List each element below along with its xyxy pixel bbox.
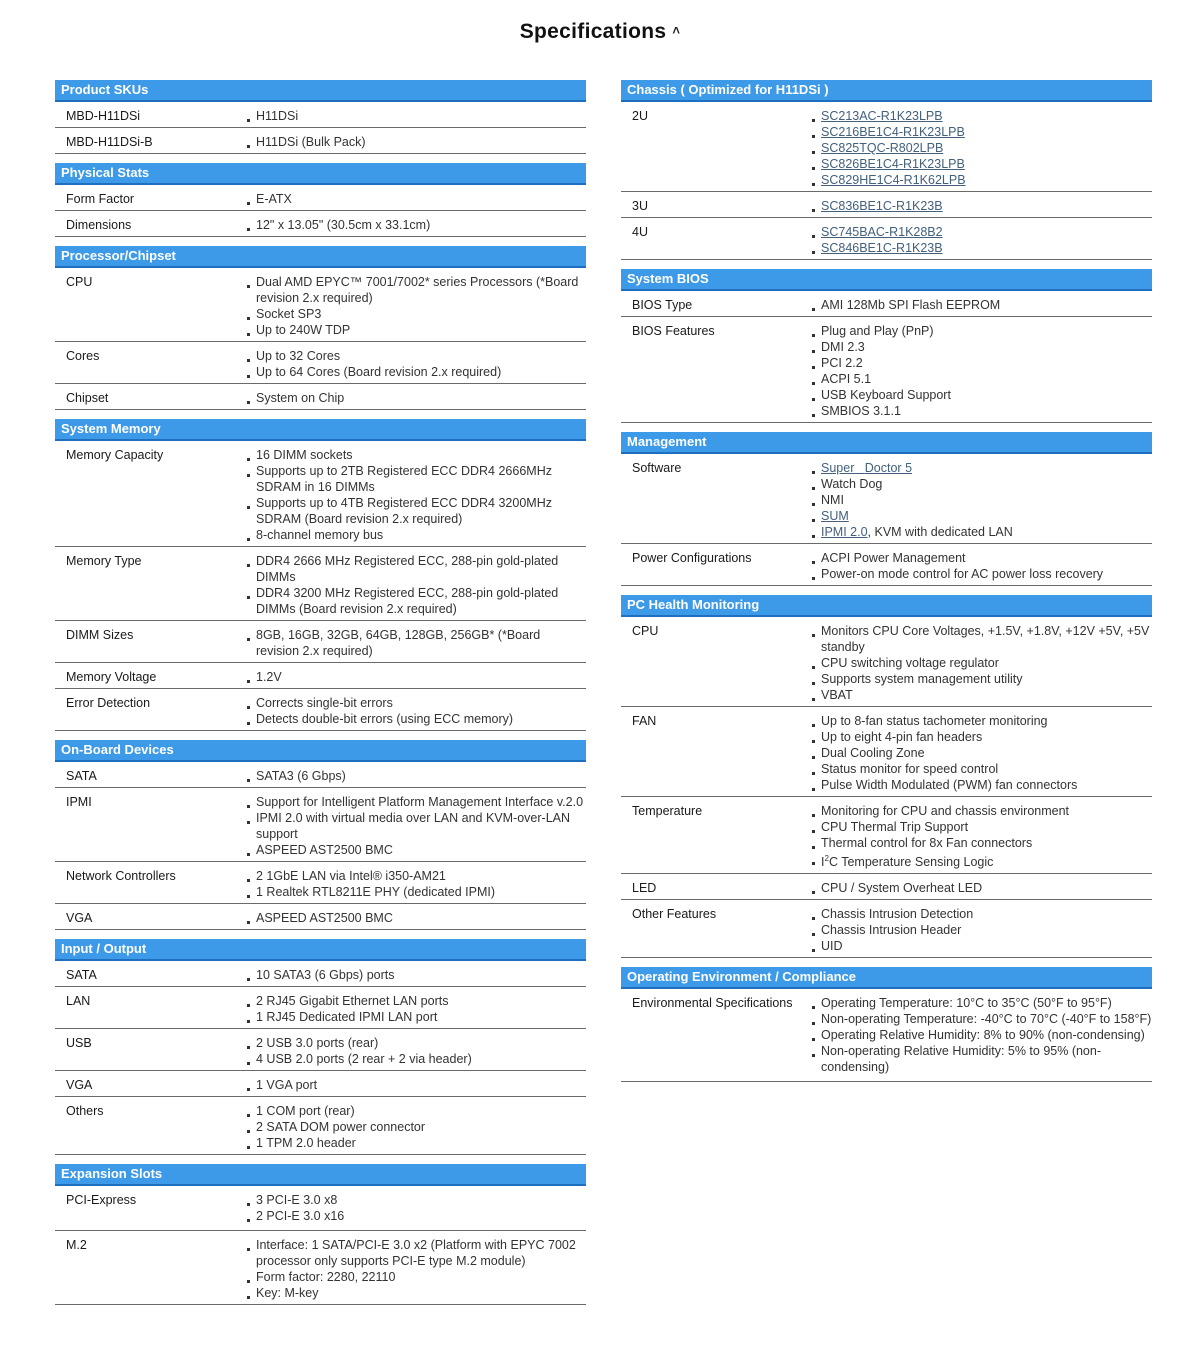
spec-label: Form Factor bbox=[66, 192, 135, 206]
list-item: Form factor: 2280, 22110 bbox=[248, 1269, 586, 1285]
spec-values bbox=[802, 460, 1152, 540]
list-item: H11DSi (Bulk Pack) bbox=[248, 134, 586, 150]
right-spec-column bbox=[621, 80, 1152, 1082]
list-item: UID bbox=[813, 938, 1152, 954]
chassis-link[interactable]: SC216BE1C4-R1K23LPB bbox=[821, 125, 965, 139]
spec-label: Memory Voltage bbox=[66, 670, 157, 684]
list-item: 12" x 13.05" (30.5cm x 33.1cm) bbox=[248, 217, 586, 233]
spec-label: Error Detection bbox=[66, 696, 151, 710]
list-item: Plug and Play (PnP) bbox=[813, 323, 1152, 339]
spec-row-vga bbox=[55, 1071, 586, 1097]
list-item: CPU switching voltage regulator bbox=[813, 655, 1152, 671]
list-item: USB Keyboard Support bbox=[813, 387, 1152, 403]
spec-row-memory-type bbox=[55, 547, 586, 621]
list-item: 1 VGA port bbox=[248, 1077, 586, 1093]
chassis-link[interactable]: SC745BAC-R1K28B2 bbox=[821, 225, 943, 239]
spec-values bbox=[802, 323, 1152, 419]
list-item bbox=[813, 124, 1152, 140]
spec-label: USB bbox=[66, 1036, 92, 1050]
i2c-superscript: 2 bbox=[824, 854, 829, 863]
list-item: Power-on mode control for AC power loss recovery bbox=[813, 566, 1152, 582]
spec-row-cpu bbox=[621, 617, 1152, 707]
spec-label: SATA bbox=[66, 769, 97, 783]
list-item: Support for Intelligent Platform Management Interface v.2.0 bbox=[248, 794, 586, 810]
section-header-pc-health: PC Health Monitoring bbox=[621, 595, 1152, 617]
section-header-input-output: Input / Output bbox=[55, 939, 586, 961]
spec-values bbox=[236, 910, 586, 926]
spec-row-network-controllers bbox=[55, 862, 586, 904]
spec-label: DIMM Sizes bbox=[66, 628, 134, 642]
spec-row-lan bbox=[55, 987, 586, 1029]
spec-values bbox=[802, 995, 1152, 1075]
list-item: Up to 64 Cores (Board revision 2.x required) bbox=[248, 364, 586, 380]
list-item: Monitoring for CPU and chassis environment bbox=[813, 803, 1152, 819]
spec-label: MBD-H11DSi bbox=[66, 109, 141, 123]
spec-values bbox=[236, 348, 586, 380]
list-item bbox=[813, 460, 1152, 476]
page-title-text: Specifications bbox=[519, 20, 667, 43]
list-item: IPMI 2.0 with virtual media over LAN and KVM-over-LAN support bbox=[248, 810, 586, 842]
list-item bbox=[813, 224, 1152, 240]
section-header-expansion-slots: Expansion Slots bbox=[55, 1164, 586, 1186]
list-item: Key: M-key bbox=[248, 1285, 586, 1301]
spec-values bbox=[236, 768, 586, 784]
list-item: Up to 8-fan status tachometer monitoring bbox=[813, 713, 1152, 729]
spec-values bbox=[236, 274, 586, 338]
ipmi-link[interactable]: IPMI 2.0 bbox=[821, 525, 868, 539]
list-item: Monitors CPU Core Voltages, +1.5V, +1.8V, +12V +5V, +5V standby bbox=[813, 623, 1152, 655]
list-item: AMI 128Mb SPI Flash EEPROM bbox=[813, 297, 1152, 313]
spec-row-sata bbox=[55, 762, 586, 788]
spec-row-m-2 bbox=[55, 1231, 586, 1305]
spec-values bbox=[236, 695, 586, 727]
section-header-chassis: Chassis ( Optimized for H11DSi ) bbox=[621, 80, 1152, 102]
list-item: E-ATX bbox=[248, 191, 586, 207]
list-item: 2 RJ45 Gigabit Ethernet LAN ports bbox=[248, 993, 586, 1009]
spec-label: M.2 bbox=[66, 1238, 87, 1252]
spec-values bbox=[236, 134, 586, 150]
list-item: SMBIOS 3.1.1 bbox=[813, 403, 1152, 419]
list-item: 8-channel memory bus bbox=[248, 527, 586, 543]
list-item: 4 USB 2.0 ports (2 rear + 2 via header) bbox=[248, 1051, 586, 1067]
spec-label: PCI-Express bbox=[66, 1193, 137, 1207]
spec-row-dimensions bbox=[55, 211, 586, 237]
sum-link[interactable]: SUM bbox=[821, 509, 849, 523]
spec-values bbox=[236, 1237, 586, 1301]
list-item: 2 PCI-E 3.0 x16 bbox=[248, 1208, 586, 1224]
list-item: ASPEED AST2500 BMC bbox=[248, 842, 586, 858]
list-item: Detects double-bit errors (using ECC memory) bbox=[248, 711, 586, 727]
list-item: Non-operating Relative Humidity: 5% to 95% (non-condensing) bbox=[813, 1043, 1152, 1075]
spec-label: Cores bbox=[66, 349, 100, 363]
spec-label: Software bbox=[632, 461, 682, 475]
spec-values bbox=[236, 1103, 586, 1151]
list-item: System on Chip bbox=[248, 390, 586, 406]
spec-values bbox=[802, 803, 1152, 870]
list-item: Pulse Width Modulated (PWM) fan connectors bbox=[813, 777, 1152, 793]
list-item: 3 PCI-E 3.0 x8 bbox=[248, 1192, 586, 1208]
spec-values bbox=[236, 447, 586, 543]
list-item: 10 SATA3 (6 Gbps) ports bbox=[248, 967, 586, 983]
spec-values bbox=[236, 794, 586, 858]
super-doctor-link[interactable] bbox=[821, 461, 912, 475]
list-item: SATA3 (6 Gbps) bbox=[248, 768, 586, 784]
spec-label: LED bbox=[632, 881, 657, 896]
spec-label: Chipset bbox=[66, 391, 109, 405]
list-item: Chassis Intrusion Detection bbox=[813, 906, 1152, 922]
chassis-link[interactable]: SC213AC-R1K23LPB bbox=[821, 109, 943, 123]
spec-row-software bbox=[621, 454, 1152, 544]
spec-label: VGA bbox=[66, 1078, 93, 1092]
spec-row-usb bbox=[55, 1029, 586, 1071]
spec-row-other-features bbox=[621, 900, 1152, 958]
list-item: DMI 2.3 bbox=[813, 339, 1152, 355]
list-item: 2 USB 3.0 ports (rear) bbox=[248, 1035, 586, 1051]
spec-row-4u bbox=[621, 218, 1152, 260]
list-item: Operating Temperature: 10°C to 35°C (50°F to 95°F) bbox=[813, 995, 1152, 1011]
spec-values bbox=[236, 669, 586, 685]
spec-values bbox=[236, 1077, 586, 1093]
spec-row-ipmi bbox=[55, 788, 586, 862]
list-item: DDR4 3200 MHz Registered ECC, 288-pin gold-plated DIMMs (Board revision 2.x required) bbox=[248, 585, 586, 617]
list-item: Chassis Intrusion Header bbox=[813, 922, 1152, 938]
spec-row-cores bbox=[55, 342, 586, 384]
list-item: 1 COM port (rear) bbox=[248, 1103, 586, 1119]
chassis-link[interactable]: SC829HE1C4-R1K62LPB bbox=[821, 173, 966, 187]
list-item: Socket SP3 bbox=[248, 306, 586, 322]
spec-label: CPU bbox=[632, 624, 659, 638]
spec-values bbox=[236, 390, 586, 406]
spec-label: 3U bbox=[632, 199, 648, 213]
list-item: Up to 32 Cores bbox=[248, 348, 586, 364]
spec-label: 4U bbox=[632, 225, 648, 239]
list-item: Corrects single-bit errors bbox=[248, 695, 586, 711]
spec-values bbox=[802, 297, 1152, 313]
list-item: CPU Thermal Trip Support bbox=[813, 819, 1152, 835]
chassis-link[interactable]: SC825TQC-R802LPB bbox=[821, 141, 944, 155]
spec-row-temperature bbox=[621, 797, 1152, 874]
list-item bbox=[813, 140, 1152, 156]
spec-label: SATA bbox=[66, 968, 97, 982]
spec-values bbox=[802, 623, 1152, 703]
spec-row-form-factor bbox=[55, 185, 586, 211]
spec-values bbox=[236, 553, 586, 617]
spec-values bbox=[802, 880, 1152, 896]
spec-label: VGA bbox=[66, 911, 93, 925]
list-item bbox=[813, 240, 1152, 256]
spec-label: CPU bbox=[66, 275, 93, 289]
spec-values bbox=[236, 1192, 586, 1224]
spec-row-led bbox=[621, 874, 1152, 900]
left-spec-column bbox=[55, 80, 586, 1305]
spec-row-error-detection bbox=[55, 689, 586, 731]
link-text: Super bbox=[821, 461, 855, 475]
spec-values bbox=[802, 906, 1152, 954]
spec-row-memory-capacity bbox=[55, 441, 586, 547]
list-item: ACPI Power Management bbox=[813, 550, 1152, 566]
list-item: DDR4 2666 MHz Registered ECC, 288-pin gold-plated DIMMs bbox=[248, 553, 586, 585]
spec-values bbox=[802, 550, 1152, 582]
list-item: Dual AMD EPYC™ 7001/7002* series Processors (*Board revision 2.x required) bbox=[248, 274, 586, 306]
spec-values bbox=[802, 713, 1152, 793]
chassis-link[interactable]: SC826BE1C4-R1K23LPB bbox=[821, 157, 965, 171]
spec-values bbox=[802, 108, 1152, 188]
spec-values bbox=[802, 198, 1152, 214]
spec-row-cpu bbox=[55, 268, 586, 342]
list-item: 1 TPM 2.0 header bbox=[248, 1135, 586, 1151]
spec-values bbox=[236, 993, 586, 1025]
spec-row-chipset bbox=[55, 384, 586, 410]
list-item: 2 1GbE LAN via Intel® i350-AM21 bbox=[248, 868, 586, 884]
spec-values bbox=[236, 217, 586, 233]
spec-row-power-configurations bbox=[621, 544, 1152, 586]
list-item: ASPEED AST2500 BMC bbox=[248, 910, 586, 926]
spec-values bbox=[236, 1035, 586, 1067]
spec-values bbox=[802, 224, 1152, 256]
list-item: ACPI 5.1 bbox=[813, 371, 1152, 387]
spec-values bbox=[236, 627, 586, 659]
spec-row-2u bbox=[621, 102, 1152, 192]
spec-values bbox=[236, 191, 586, 207]
section-header-environment: Operating Environment / Compliance bbox=[621, 967, 1152, 989]
spec-label: Environmental Specifications bbox=[632, 996, 793, 1011]
list-item bbox=[813, 524, 1152, 540]
list-item: H11DSi bbox=[248, 108, 586, 124]
list-item: Dual Cooling Zone bbox=[813, 745, 1152, 761]
list-item: 1.2V bbox=[248, 669, 586, 685]
section-header-physical-stats: Physical Stats bbox=[55, 163, 586, 185]
list-item: 16 DIMM sockets bbox=[248, 447, 586, 463]
spec-label: Dimensions bbox=[66, 218, 132, 232]
spec-row-dimm-sizes bbox=[55, 621, 586, 663]
spec-label: Others bbox=[66, 1104, 104, 1118]
spec-label: BIOS Features bbox=[632, 324, 715, 338]
list-item bbox=[813, 156, 1152, 172]
section-header-product-skus: Product SKUs bbox=[55, 80, 586, 102]
spec-label: MBD-H11DSi-B bbox=[66, 135, 153, 149]
spec-label: Memory Capacity bbox=[66, 448, 164, 462]
list-item: VBAT bbox=[813, 687, 1152, 703]
section-header-management: Management bbox=[621, 432, 1152, 454]
list-item: 1 RJ45 Dedicated IPMI LAN port bbox=[248, 1009, 586, 1025]
page-title[interactable] bbox=[0, 20, 1200, 44]
list-item: 2 SATA DOM power connector bbox=[248, 1119, 586, 1135]
i2c-text: C Temperature Sensing Logic bbox=[828, 855, 994, 870]
chevron-up-icon[interactable]: ˄ bbox=[672, 23, 681, 38]
spec-values bbox=[236, 108, 586, 124]
spec-label: Temperature bbox=[632, 804, 703, 818]
list-item: Up to eight 4-pin fan headers bbox=[813, 729, 1152, 745]
list-item: PCI 2.2 bbox=[813, 355, 1152, 371]
list-item: Supports up to 2TB Registered ECC DDR4 2666MHz SDRAM in 16 DIMMs bbox=[248, 463, 586, 495]
spec-label: LAN bbox=[66, 994, 91, 1008]
list-item: Operating Relative Humidity: 8% to 90% (non-condensing) bbox=[813, 1027, 1152, 1043]
spec-label: Other Features bbox=[632, 907, 717, 922]
list-item: CPU / System Overheat LED bbox=[813, 880, 1152, 896]
chassis-link[interactable]: SC846BE1C-R1K23B bbox=[821, 241, 943, 255]
list-item: 1 Realtek RTL8211E PHY (dedicated IPMI) bbox=[248, 884, 586, 900]
spec-row-vga bbox=[55, 904, 586, 930]
list-item: Thermal control for 8x Fan connectors bbox=[813, 835, 1152, 851]
list-item: 8GB, 16GB, 32GB, 64GB, 128GB, 256GB* (*Board revision 2.x required) bbox=[248, 627, 586, 659]
spec-row-pci-express bbox=[55, 1186, 586, 1231]
chassis-link[interactable]: SC836BE1C-R1K23B bbox=[821, 199, 943, 213]
spec-label: Power Configurations bbox=[632, 551, 752, 565]
spec-row-fan bbox=[621, 707, 1152, 797]
spec-row-bios-type bbox=[621, 291, 1152, 317]
spec-row-mbd-h11dsi bbox=[55, 102, 586, 128]
i2c-prefix: I bbox=[821, 855, 825, 870]
list-item: Status monitor for speed control bbox=[813, 761, 1152, 777]
ipmi-description: , KVM with dedicated LAN bbox=[867, 525, 1013, 539]
section-header-system-memory: System Memory bbox=[55, 419, 586, 441]
spec-label: Network Controllers bbox=[66, 869, 176, 883]
section-header-on-board-devices: On-Board Devices bbox=[55, 740, 586, 762]
section-header-processor-chipset: Processor/Chipset bbox=[55, 246, 586, 268]
list-item bbox=[813, 108, 1152, 124]
spec-label: BIOS Type bbox=[632, 298, 693, 312]
list-item bbox=[813, 172, 1152, 188]
list-item: Supports system management utility bbox=[813, 671, 1152, 687]
list-item bbox=[813, 198, 1152, 214]
section-header-bios: System BIOS bbox=[621, 269, 1152, 291]
spec-row-environmental bbox=[621, 989, 1152, 1082]
spec-label: FAN bbox=[632, 714, 657, 728]
spec-row-memory-voltage bbox=[55, 663, 586, 689]
spec-row-3u bbox=[621, 192, 1152, 218]
spec-values bbox=[236, 967, 586, 983]
spec-label: IPMI bbox=[66, 795, 92, 809]
list-item: Supports up to 4TB Registered ECC DDR4 3200MHz SDRAM (Board revision 2.x required) bbox=[248, 495, 586, 527]
spec-row-bios-features bbox=[621, 317, 1152, 423]
list-item: Non-operating Temperature: -40°C to 70°C (-40°F to 158°F) bbox=[813, 1011, 1152, 1027]
spec-values bbox=[236, 868, 586, 900]
list-item bbox=[813, 851, 1152, 870]
list-item: Interface: 1 SATA/PCI-E 3.0 x2 (Platform with EPYC 7002 processor only supports PCI-E type M.2 module) bbox=[248, 1237, 586, 1269]
list-item: NMI bbox=[813, 492, 1152, 508]
spec-row-sata bbox=[55, 961, 586, 987]
spec-row-others bbox=[55, 1097, 586, 1155]
list-item bbox=[813, 508, 1152, 524]
spec-row-mbd-h11dsi-b bbox=[55, 128, 586, 154]
spec-label: Memory Type bbox=[66, 554, 142, 568]
list-item: Watch Dog bbox=[813, 476, 1152, 492]
link-text: Doctor 5 bbox=[864, 461, 913, 475]
list-item: Up to 240W TDP bbox=[248, 322, 586, 338]
spec-label: 2U bbox=[632, 109, 648, 123]
